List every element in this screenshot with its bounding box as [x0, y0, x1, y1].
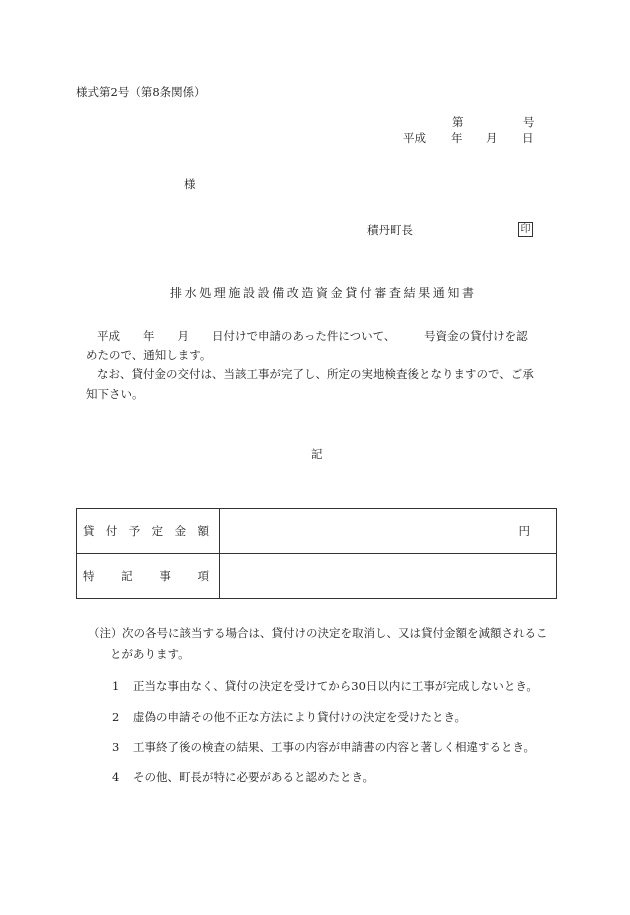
date-day: 日 [522, 131, 534, 145]
body-line-1a: 平成 年 月 日付けで申請のあった件について、 号資金の貸付けを認 [97, 329, 528, 343]
note-item-2 [112, 709, 466, 725]
document-number-suffix: 号 [523, 115, 535, 129]
yen-unit: 円 [518, 524, 530, 538]
date-month: 月 [486, 131, 498, 145]
label-char: 額 [197, 524, 209, 538]
note-item-text: 工事終了後の検査の結果、工事の内容が申請書の内容と著しく相違するとき。 [132, 740, 536, 754]
body-line-1b: めたので、通知します。 [86, 348, 212, 362]
note-item-3 [112, 739, 535, 755]
label-char: 貸 [83, 524, 95, 538]
date-year: 年 [451, 131, 463, 145]
label-char: 定 [151, 524, 164, 538]
seal-mark [518, 221, 533, 237]
label-char: 記 [121, 569, 133, 583]
table-row [77, 554, 557, 599]
loan-amount-value [220, 509, 557, 554]
note-text-b: とがあります。 [110, 647, 190, 661]
note-item-text: その他、町長が特に必要があると認めたとき。 [132, 770, 375, 784]
label-char: 特 [83, 569, 95, 583]
issuer: 積丹町長 [367, 223, 413, 237]
note-text-a: 次の各号に該当する場合は、貸付けの決定を取消し、又は貸付金額を減額されるこ [122, 626, 548, 640]
note-item-number: 4 [112, 770, 120, 784]
note-item-number: 2 [112, 710, 120, 724]
form-number: 様式第2号（第8条関係） [76, 85, 206, 99]
label-char: 付 [105, 524, 118, 538]
note-item-4 [112, 769, 374, 785]
seal-glyph: 印 [518, 222, 533, 237]
addressee-suffix: 様 [184, 177, 196, 191]
note-item-number: 3 [112, 740, 120, 754]
label-char: 事 [159, 569, 171, 583]
label-char: 予 [128, 524, 141, 538]
remarks-value [220, 554, 557, 599]
loan-table [76, 508, 557, 599]
document-title: 排水処理施設設備改造資金貸付審査結果通知書 [170, 286, 477, 300]
label-char: 項 [197, 569, 209, 583]
label-char: 金 [174, 524, 187, 538]
date-era: 平成 [403, 131, 426, 145]
body-line-2b: 知下さい。 [86, 387, 144, 401]
loan-amount-label [77, 509, 220, 554]
body-line-2a: なお、貸付金の交付は、当該工事が完了し、所定の実地検査後となりますので、ご承 [97, 367, 534, 381]
note-item-text: 正当な事由なく、貸付の決定を受けてから30日以内に工事が完成しないとき。 [132, 679, 538, 693]
note-item-number: 1 [112, 679, 120, 693]
note-label: （注） [88, 626, 123, 640]
note-item-1 [112, 678, 538, 694]
table-row [77, 509, 557, 554]
ki-heading: 記 [311, 447, 323, 461]
note-item-text: 虚偽の申請その他不正な方法により貸付けの決定を受けたとき。 [132, 710, 467, 724]
document-number-prefix: 第 [452, 115, 464, 129]
remarks-label [77, 554, 220, 599]
